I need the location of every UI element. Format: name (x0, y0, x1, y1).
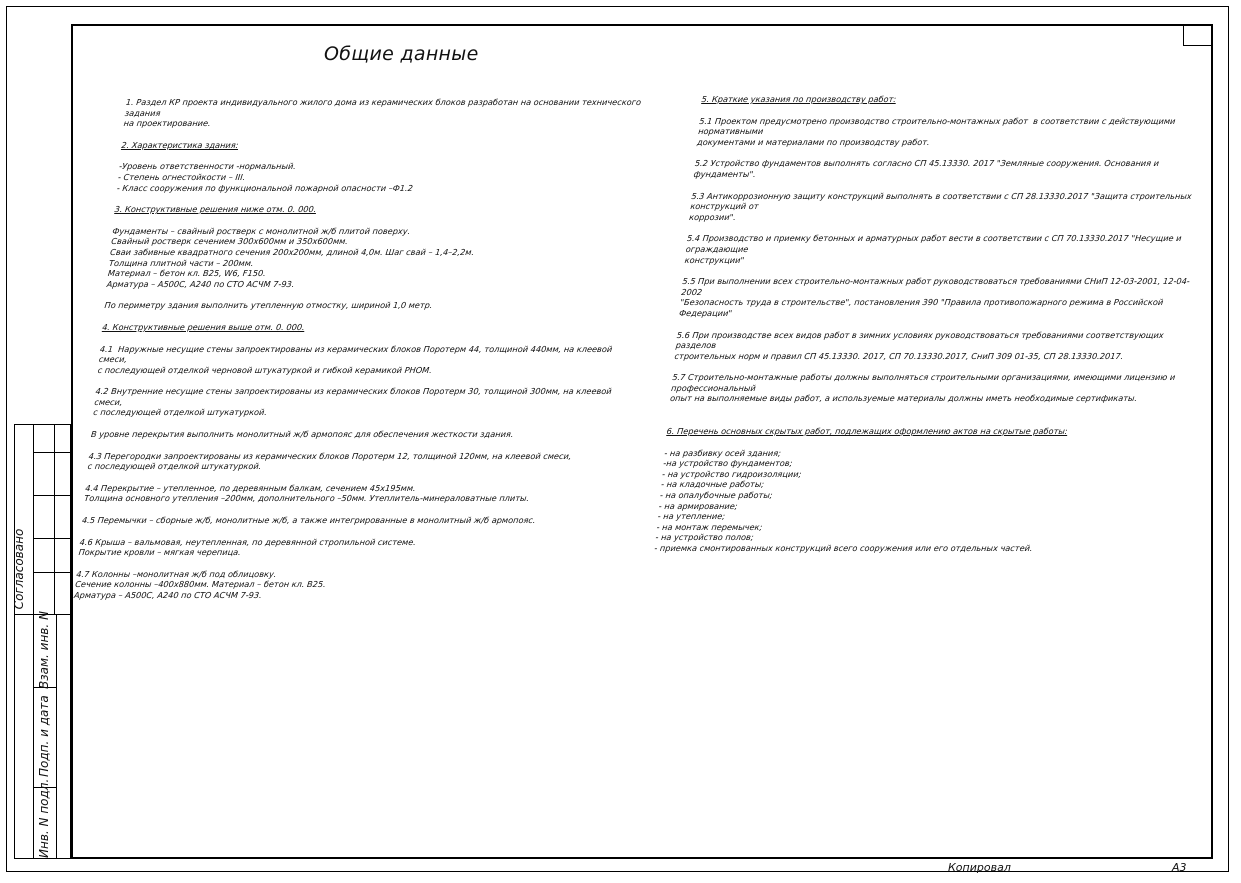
inv-replace-label: Взам. инв. N (37, 611, 51, 689)
paragraph: 5.7 Строительно-монтажные работы должны выполняться строительными организациями, имеющими лицензию и профессиональный опыт на выполняемые виды работ, а используемые материалы должны иметь необходимые сертификаты. (669, 372, 1179, 404)
side-stamp-divider (33, 424, 34, 859)
section-heading: 5. Краткие указания по производству работ: (701, 94, 897, 104)
format-label: А3 (1172, 861, 1187, 874)
paragraph: 4.7 Колонны –монолитная ж/б под облицовку. Сечение колонны –400х880мм. Материал – бетон кл. В25. Арматура – А500С, А240 по СТО АСЧМ 7-93. (73, 568, 327, 600)
paragraph-gap (700, 105, 1221, 116)
paragraph-gap (92, 418, 613, 429)
paragraph-gap (101, 333, 622, 344)
paragraph-gap (677, 319, 1198, 330)
paragraph: Фундаменты – свайный ростверк с монолитной ж/б плитой поверху. Свайный ростверк сечением 300х600мм и 350х600мм. Сваи забивные квадратного сечения 200х200мм, длиной 4,0м. Шаг свай – 1,4–2,2м. Толщина плитной части – 200мм. Материал – бетон кл. В25, W6, F150. Арматура – А500С, А240 по СТО АСЧМ 7-93. (106, 225, 475, 289)
stamp-row-line (33, 538, 71, 539)
sign-date-label: Подп. и дата (37, 695, 51, 777)
sheet-number-box (1183, 24, 1213, 46)
paragraph-gap (667, 415, 1188, 426)
inv-orig-label: Инв. N подл. (37, 778, 51, 858)
paragraph: 5.4 Производство и приемку бетонных и арматурных работ вести в соответствии с СП 70.13330.2017 "Несущие и ограждающие конструкции" (684, 233, 1185, 265)
paragraph: 5.2 Устройство фундаментов выполнять согласно СП 45.13330. 2017 "Земляные сооружения. Основания и фундаменты". (693, 158, 1163, 179)
paragraph: 4.4 Перекрытие – утепленное, по деревянным балкам, сечением 45х195мм. Толщина основного утепления –200мм, дополнительного –50мм. Утеплитель-минераловатные плиты. (83, 482, 530, 504)
right-column (654, 94, 1222, 554)
section-heading: 3. Конструктивные решения ниже отм. 0. 000. (114, 204, 317, 215)
paragraph-gap (113, 215, 634, 226)
paragraph-gap (120, 150, 641, 161)
paragraph: 4.1 Наружные несущие стены запроектированы из керамических блоков Поротерм 44, толщиной 440мм, на клеевой смеси, с последующей отделкой черновой штукатуркой и гибкой керамикой РНОМ. (97, 343, 616, 375)
section-heading: 2. Характеристика здания: (120, 139, 240, 150)
paragraph: 5.6 При производстве всех видов работ в зимних условиях руководствоваться требованиями соответствующих разделов строительных норм и правил СП 45.13330. 2017, СП 70.13330.2017, СниП 309 01-35, СП 28.13330.2017. (674, 329, 1167, 361)
left-column (74, 97, 647, 601)
paragraph: 4.2 Внутренние несущие стены запроектированы из керамических блоков Поротерм 30, толщиной 300мм, на клеевой смеси, с последующей отделкой штукатуркой. (92, 386, 615, 418)
paragraph: В уровне перекрытия выполнить монолитный ж/б армопояс для обеспечения жесткости здания. (90, 429, 515, 440)
paragraph-gap (77, 558, 598, 569)
agreed-label: Согласовано (12, 528, 26, 610)
paragraph: 4.5 Перемычки – сборные ж/б, монолитные ж/б, а также интегрированные в монолитный ж/б армопояс. (81, 515, 537, 526)
paragraph-gap (668, 404, 1189, 415)
paragraph: 1. Раздел КР проекта индивидуального жилого дома из керамических блоков разработан на основании технического задания на проектирование. (123, 97, 645, 129)
paragraph-gap (665, 437, 1186, 448)
stamp-row-line (33, 452, 71, 453)
paragraph: 5.1 Проектом предусмотрено производство строительно-монтажных работ в соответствии с действующими нормативными документами и материалами по производству работ. (696, 115, 1179, 147)
paragraph: 5.3 Антикоррозионную защиту конструкций выполнять в соответствии с СП 28.13330.2017 "Защита строительных конструкций от коррозии". (688, 190, 1195, 222)
paragraph-gap (83, 504, 604, 515)
paragraph: 4.3 Перегородки запроектированы из керамических блоков Поротерм 12, толщиной 120мм, на клеевой смеси, с последующей отделкой штукатуркой. (87, 450, 573, 472)
side-stamp-divider-3 (56, 614, 57, 859)
paragraph-gap (86, 472, 607, 483)
paragraph: По периметру здания выполнить утепленную отмостку, шириной 1,0 метр. (104, 300, 433, 311)
copied-label: Копировал (948, 861, 1011, 874)
paragraph-gap (673, 361, 1194, 372)
section-heading: 6. Перечень основных скрытых работ, подлежащих оформлению актов на скрытые работы: (666, 426, 1069, 437)
paragraph: 5.5 При выполнении всех строительно-монтажных работ руководствоваться требованиями СНиП 12-03-2001, 12-04-2002 "Безопасность труда в строительстве", постановления 390 "Правила противопожарного режима в Российской Федерации" (678, 276, 1191, 318)
paragraph-gap (688, 222, 1209, 233)
paragraph-gap (80, 526, 601, 537)
section-heading: 4. Конструктивные решения выше отм. 0. 000. (101, 321, 306, 332)
page-title: Общие данные (324, 43, 479, 65)
paragraph: - на разбивку осей здания; -на устройство фундаментов; - на устройство гидроизоляции; - на кладочные работы; - на опалубочные работы; - на армирование; - на утепление; - на монтаж перемычек; - на устройство полов; - приемка смонтированных конструкций всего сооружения или его отдельных частей. (653, 447, 1034, 553)
paragraph: 4.6 Крыша – вальмовая, неутепленная, по деревянной стропильной системе. Покрытие кровли – мягкая черепица. (78, 536, 417, 558)
paragraph-gap (115, 193, 636, 204)
paragraph-gap (683, 265, 1204, 276)
paragraph-gap (692, 180, 1213, 191)
stamp-row-line (33, 495, 71, 496)
paragraph-gap (105, 289, 626, 300)
paragraph-gap (89, 440, 610, 451)
stamp-row-line (33, 572, 71, 573)
paragraph-gap (695, 147, 1216, 158)
paragraph-gap (96, 375, 617, 386)
paragraph-gap (103, 311, 624, 322)
paragraph-gap (122, 129, 643, 140)
paragraph: -Уровень ответственности -нормальный. - Степень огнестойкости – III. - Класс сооружения по функциональной пожарной опасности –Ф1.2 (116, 161, 414, 193)
